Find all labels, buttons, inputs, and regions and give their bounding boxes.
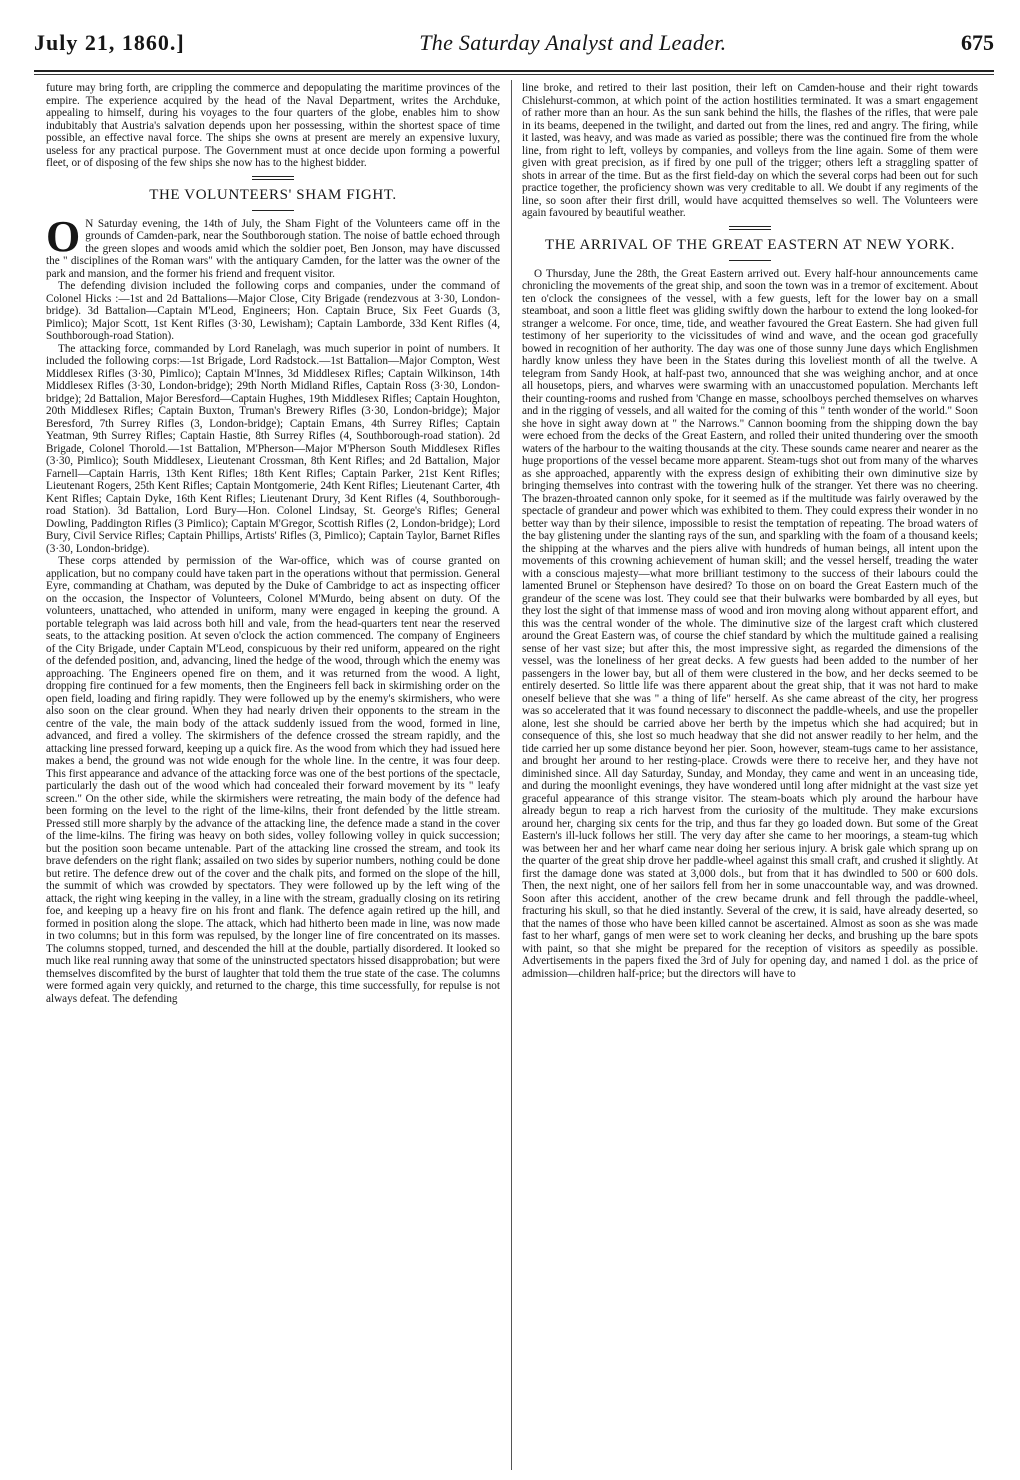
- title-rule-right: [729, 260, 771, 261]
- article-paragraph-great-eastern: O Thursday, June the 28th, the Great Eastern arrived out. Every half-hour announcements came chronicling the movements of the great ship, and soon the town was in a tremor of excitement. About ten o'clock the consignees of the vessel, with a few guests, left for the lower bay on a small steamboat, and soon a little fleet was gliding swiftly down the harbour to extend the long looked-for stranger a welcome. For once, time, tide, and weather favoured the Great Eastern. She had given full testimony of her superiority to the vicissitudes of wind and wave, and the ocean god gracefully bowed in recognition of her authority. The day was one of those sunny June days which Englishmen hardly know unless they have been in the States during this loveliest month of all the twelve. A telegram from Sandy Hook, at half-past two, announced that she was weighing anchor, and at once all housetops, piers, and wharves were swarming with an unaccustomed population. Merchants left their counting-rooms and rushed from 'Change en masse, schoolboys perched themselves on wharves and in the rigging of vessels, and all waited for the coming of this " tenth wonder of the world." Soon she hove in sight away down at " the Narrows." Cannon booming from the shipping down the bay were echoed from the decks of the Great Eastern, and rolled their united thundering over the smooth waters of the harbour to the waiting thousands at the city. These sounds came nearer and nearer as the huge proportions of the vessel became more apparent. Steam-tugs shot out from many of the wharves as she approached, apparently with the express design of exhibiting their own diminutive size by bringing themselves into contrast with the towering hulk of the stranger. Yet there was no cheering. The brazen-throated cannon only spoke, for it seemed as if the multitude was fairly overawed by the spectacle of grandeur and power which was exhibited to them. They could express their wonder in no better way than by their silence, impossible to resist the temptation of repeating. The broad waters of the bay glistening under the slanting rays of the sun, and sparkling with the foam of a thousand keels; the shipping at the wharves and the piers alive with hundreds of human beings, all intent upon the movements of this crowning achievement of human skill; and the vessel herself, treading the water with a conscious majesty—what more brilliant testimony to the success of their labours could the lamented Brunel or Stephenson have desired? To those on on board the Great Eastern much of the grandeur of the scene was lost. They could see that their bulwarks were bombarded by all eyes, but they lost the sight of that immense mass of wood and iron moving along without apparent effort, and this was the central wonder of the whole. The diminutive size of the largest craft which clustered around the Great Eastern was, of course the chief standard by which the multitude gained a realising sense of her vast size; but after this, the most impressive sight, as regarded the dimensions of the vessel, was the loneliness of her great decks. A few guests had been added to the number of her passengers in the lower bay, but all of them were clustered in the bow, and her decks seemed to be entirely deserted. So little life was there apparent about the great ship, that it was not hard to make oneself believe that she was " a thing of life" herself. As she came abreast of the city, her progress was so accelerated that it was found necessary to disconnect the paddle-wheels, and use the propeller alone, lest she should be carried above her berth by the impetus which she had acquired; but in consequence of this, she lost so much headway that she did not answer readily to her helm, and the tide carried her up some distance beyond her pier. Soon, however, steam-tugs came to her assistance, and brought her around to her resting-place. Crowds were there to receive her, and they have not diminished since. All day Saturday, Sunday, and Monday, they came and went in an unceasing tide, and during the moonlight evenings, they have wondered until long after midnight at the vast size yet graceful appearance of this strange visitor. The steam-boats which ply around the harbour have already begun to reap a rich harvest from the curiosity of the multitude. They make excursions around her, charging six cents for the trip, and thus far they go loaded down. But some of the Great Eastern's ill-luck follows her still. The very day after she came to her moorings, a steam-tug which was between her and her wharf came near doing her serious injury. A brisk gale which sprang up on the quarter of the great ship drove her paddle-wheel against this small craft, and crushed it slightly. At first the damage done was stated at 3,000 dols., but from that it has dwindled to 500 or 600 dols. Then, the next night, one of her sailors fell from her in some unaccountable way, and was drowned. Soon after this accident, another of the crew became drunk and fell through the paddle-wheel, fracturing his skull, so that he died instantly. Several of the crew, it is said, have already deserted, so that the names of those who have been killed cannot be ascertained. Almost as soon as she was made fast to her wharf, gangs of men were set to work cleaning her decks, and brushing up the bare spots with paint, so that she might be prepared for the reception of visitors as speedily as possible. Advertisements in the papers fixed the 3rd of July for opening day, and named 1 dol. as the price of admission—children half-price; but the directors will have to: [522, 267, 978, 980]
- continued-paragraph-right: line broke, and retired to their last position, their left on Camden-house and their right towards Chislehurst-common, at which point of the action hostilities terminated. It was a smart engagement of rather more than an hour. As the sun sank behind the hills, the flashes of the rifles, that were pale in its beams, deepened in the twilight, and darted out from the lines, red and angry. The firing, while it lasted, was heavy, and was made as varied as possible; there was the continued fire from the whole line, from right to left, volleys by companies, and volleys from the line again. Some of them were given with great precision, as if fired by one pull of the trigger; others left a straggling spatter of shots in arrear of the time. But as the first field-day on which the several corps had been out for such practice together, the proficiency shown was very creditable to all. We doubt if any regiments of the line, so soon after their first drill, would have acquitted themselves so well. The Volunteers were again favoured by beautiful weather.: [522, 82, 978, 219]
- article-paragraph-battle: These corps attended by permission of the War-office, which was of course granted on application, but no company could have taken part in the operations without that permission. General Eyre, commanding at Chatham, was deputed by the Duke of Cambridge to act as inspecting officer on the occasion, the Inspector of Volunteers, Colonel M'Murdo, being absent on duty. Of the volunteers, unattached, who attended in uniform, many were engaged in keeping the ground. A portable telegraph was laid across both hill and vale, from the head-quarters tent near the reserved seats, to the attacking position. At seven o'clock the action commenced. The company of Engineers of the City Brigade, under Captain M'Leod, conspicuous by their red uniform, appeared on the right of the defended position, and, advancing, lined the hedge of the wood, through which the enemy was approaching. The Engineers opened fire on them, and it was returned from the wood. A light, dropping fire continued for a few moments, then the Engineers fell back in skirmishing order on the open field, loading and firing rapidly. They were followed up by the enemy's skirmishers, who were also soon on the clear ground. When they had nearly driven their opponents to the stream in the centre of the vale, the main body of the attack suddenly issued from the wood, formed in line, advanced, and fired a volley. The skirmishers of the defence crossed the stream rapidly, and the attacking line pressed forward, keeping up a quick fire. As the wood from which they had issued here makes a bend, the ground was not wide enough for the whole line. In the centre, it was four deep. This first appearance and advance of the attacking force was one of the best portions of the spectacle, particularly the dash out of the wood which had concealed their forward movement by its " leafy screen." On the other side, while the skirmishers were retreating, the main body of the defence had been forming on the level to the right of the lime-kilns, their front defended by the little stream. Pressed still more sharply by the advance of the attacking line, the defence made a stand in the cover of the lime-kilns. The firing was heavy on both sides, volley following volley in quick succession; but the position soon became untenable. Part of the attacking line crossed the stream, and took its brave defenders on the right flank; assailed on two sides by superior numbers, nothing could be done but retire. The defence drew out of the cover and the chalk pits, and formed on the slope of the hill, the summit of which was crowded by spectators. They were followed up by the left wing of the attack, the right wing keeping in the valley, in a line with the stream, gradually closing on its retiring foe, and keeping up a heavy fire on his front and flank. The defence again retired up the hill, and formed in position along the slope. The attack, which had hitherto been made in line, was now made in two columns; but in this form was repulsed, by the longer line of fire concentrated on its masses. The columns stopped, turned, and descended the hill at the double, partially disordered. It looked so much like real running away that some of the uninstructed spectators hissed disapprobation; but were themselves discomfited by the burst of laughter that told them the true state of the case. The columns were formed again very quickly, and returned to the charge, this time successfully, for repulse is not always defeat. The defending: [46, 555, 500, 1005]
- masthead-rule-secondary: [34, 74, 994, 75]
- continued-paragraph: future may bring forth, are crippling the commerce and depopulating the maritime provinces of the empire. The experience acquired by the head of the Naval Department, writes the Archduke, appealing to himself, during his voyages to the four quarters of the globe, enables him to show indubitably that Austria's salvation depends upon her possessing, within the shortest space of time possible, an effective naval force. The ships she owns at present are merely an expensive luxury, useless for any practical purpose. The Government must at once decide upon forming a powerful fleet, or of disposing of the few ships she now has to the highest bidder.: [46, 82, 500, 169]
- section-separator-right: [729, 226, 771, 230]
- drop-cap-letter: O: [46, 211, 81, 261]
- article-title-great-eastern: THE ARRIVAL OF THE GREAT EASTERN AT NEW YORK.: [545, 236, 955, 253]
- page-number: 675: [960, 30, 994, 55]
- article-paragraph-attacking: The attacking force, commanded by Lord Ranelagh, was much superior in point of numbers. It included the following corps:—1st Brigade, Lord Radstock.—1st Battalion—Major Compton, West Middlesex Rifles (3·30, Pimlico); Captain M'Innes, 3d Middlesex Rifles; Captain Wilkinson, 14th Middlesex Rifles (3·30, London-bridge); 29th North Midland Rifles, Captain Ross (3·30, London-bridge); 2d Battalion, Major Beresford—Captain Hughes, 19th Middlesex Rifles; Captain Houghton, 20th Middlesex Rifles; Captain Buxton, Truman's Brewery Rifles (3·30, London-bridge); Major Beresford, 7th Surrey Rifles (3, London-bridge); Captain Emans, 4th Surrey Rifles; Captain Yeatman, 9th Surrey Rifles; Captain Hastie, 8th Surrey Rifles (4, Southborough-road station). 2d Brigade, Colonel Thorold.—1st Battalion, M'Pherson—Major M'Pherson South Middlesex Rifles (3·30, Pimlico); South Middlesex, Lieutenant Crossman, 8th Kent Rifles; and 2d Battalion, Major Farnell—Captain Harris, 13th Kent Rifles; 18th Kent Rifles; Captain Parker, 21st Kent Rifles; Lieutenant Rogers, 25th Kent Rifles; Captain Montgomerie, 24th Kent Rifles; Lieutenant Carter, 4th Kent Rifles; Captain Dyke, 16th Kent Rifles; Lieutenant Drury, 3d Kent Rifles (4, Southborough-road Station). 3d Battalion, Lord Bury—Hon. Colonel Lindsay, St. George's Rifles; General Dowling, Paddington Rifles (3 Pimlico); Captain M'Gregor, Scottish Rifles (2, London-bridge); Lord Bury, Civil Service Rifles; Captain Phillips, Artists' Rifles (3, Pimlico); Captain Taylor, Barnet Rifles (3·30, London-bridge).: [46, 342, 500, 555]
- article-title-volunteers: THE VOLUNTEERS' SHAM FIGHT.: [149, 186, 397, 203]
- publication-title: The Saturday Analyst and Leader.: [419, 30, 727, 55]
- masthead: [34, 30, 994, 70]
- article-lead-paragraph: [46, 211, 500, 281]
- right-column: [522, 82, 978, 1472]
- masthead-rule: [34, 70, 994, 72]
- issue-date: July 21, 1860.]: [34, 30, 185, 55]
- left-column: [46, 82, 500, 1472]
- article-paragraph-defending: The defending division included the following corps and companies, under the command of Colonel Hicks :—1st and 2d Battalions—Major Close, City Brigade (rendezvous at 3·30, London-bridge). 3d Battalion—Captain M'Leod, Engineers; Hon. Captain Bruce, Six Feet Guards (3, Pimlico); Major Scott, 1st Kent Rifles (3·30, Lewisham); Captain Lamborde, 33d Kent Rifles (4, Southborough-road Station).: [46, 280, 500, 342]
- lead-paragraph-text: N Saturday evening, the 14th of July, the Sham Fight of the Volunteers came off in the grounds of Camden-park, near the Southborough station. The noise of battle echoed through the green slopes and woods amid which the soldier poet, Ben Jonson, may have discussed the " disciplines of the Roman wars" with the antiquary Camden, for the latter was the owner of the park and mansion, and the former his friend and frequent visitor.: [46, 217, 500, 280]
- title-rule: [252, 210, 294, 211]
- column-divider: [511, 80, 512, 1470]
- section-separator: [252, 176, 294, 180]
